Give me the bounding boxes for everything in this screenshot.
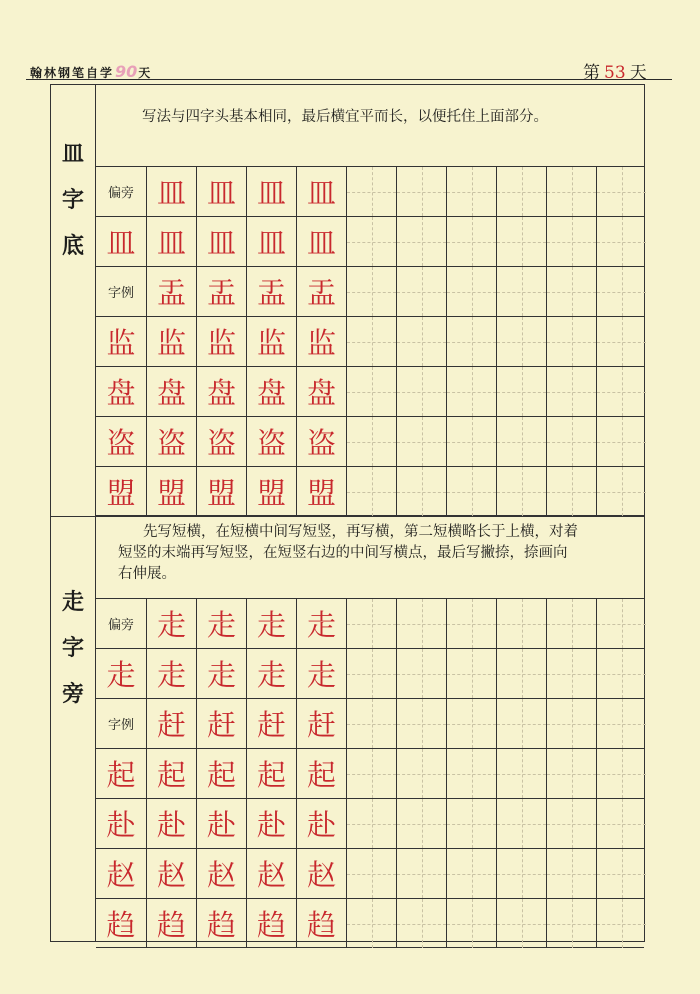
row-label-cell [96,167,146,216]
practice-row [96,216,644,266]
practice-cell [396,749,446,798]
practice-cell [446,267,496,316]
section-description [118,522,578,585]
model-character: 赵 [106,858,136,892]
practice-cell [446,167,496,216]
model-char-cell [246,267,296,316]
book-title-suffix: 天 [138,66,153,80]
practice-cell [346,799,396,848]
practice-cell [546,749,596,798]
model-character: 走 [156,658,186,692]
section-description [142,107,548,128]
model-char-cell [96,849,146,898]
practice-cell [346,167,396,216]
model-char-cell [296,317,346,366]
model-character: 赴 [106,808,136,842]
model-character: 皿 [256,176,286,210]
practice-cell [546,849,596,898]
model-character: 皿 [256,226,286,260]
model-char-cell [246,167,296,216]
practice-cell [446,417,496,466]
model-char-cell [146,699,196,748]
day-number: 53 [604,63,626,83]
model-character: 盟 [306,476,336,510]
model-character: 走 [256,658,286,692]
practice-cell [496,799,546,848]
practice-cell [596,217,646,266]
model-char-cell [196,367,246,416]
description-line: 右伸展。 [118,566,176,582]
practice-cell [546,467,596,516]
model-character: 盗 [256,426,286,460]
model-character: 监 [306,326,336,360]
model-char-cell [296,849,346,898]
practice-cell [596,599,646,648]
model-character: 监 [206,326,236,360]
practice-cell [396,649,446,698]
model-char-cell [296,167,346,216]
model-char-cell [246,849,296,898]
practice-cell [596,699,646,748]
practice-cell [496,599,546,648]
model-char-cell [196,799,246,848]
model-character: 盘 [156,376,186,410]
practice-row [96,266,644,316]
model-char-cell [96,317,146,366]
model-character: 赴 [306,808,336,842]
practice-cell [396,799,446,848]
model-character: 赶 [156,708,186,742]
book-days-number: 90 [115,62,138,81]
practice-cell [596,267,646,316]
model-character: 赶 [206,708,236,742]
practice-cell [396,167,446,216]
practice-cell [596,799,646,848]
model-character: 盟 [206,476,236,510]
model-char-cell [196,899,246,948]
model-character: 走 [306,658,336,692]
model-character: 皿 [156,176,186,210]
practice-cell [396,367,446,416]
model-char-cell [246,749,296,798]
model-char-cell [196,417,246,466]
row-label-cell [96,699,146,748]
model-char-cell [246,467,296,516]
model-character: 赵 [156,858,186,892]
model-char-cell [296,649,346,698]
model-character: 赴 [156,808,186,842]
practice-cell [546,167,596,216]
model-character: 起 [106,758,136,792]
model-character: 盘 [106,376,136,410]
model-char-cell [296,217,346,266]
model-char-cell [146,849,196,898]
model-char-cell [196,699,246,748]
practice-cell [346,267,396,316]
model-character: 盟 [256,476,286,510]
model-character: 趋 [256,908,286,942]
radical-label-zou [52,580,94,718]
practice-cell [596,417,646,466]
model-character: 盟 [156,476,186,510]
model-character: 赴 [256,808,286,842]
practice-cell [496,699,546,748]
model-character: 皿 [156,226,186,260]
practice-cell [596,649,646,698]
model-char-cell [96,799,146,848]
practice-cell [346,367,396,416]
row-label-cell [96,267,146,316]
model-char-cell [96,417,146,466]
practice-cell [346,599,396,648]
practice-cell [496,467,546,516]
practice-cell [346,317,396,366]
model-character: 盂 [256,276,286,310]
practice-cell [446,367,496,416]
model-character: 皿 [206,226,236,260]
practice-cell [596,367,646,416]
model-char-cell [146,417,196,466]
day-suffix: 天 [629,63,647,83]
model-character: 起 [306,758,336,792]
model-char-cell [296,599,346,648]
model-char-cell [246,417,296,466]
radical-label-char: 旁 [61,682,84,707]
model-char-cell [296,367,346,416]
model-char-cell [146,649,196,698]
radical-label-char: 走 [61,590,84,615]
model-character: 起 [156,758,186,792]
model-character: 赵 [256,858,286,892]
model-character: 走 [106,658,136,692]
practice-cell [346,899,396,948]
model-char-cell [296,267,346,316]
practice-cell [496,417,546,466]
practice-row [96,466,644,516]
model-character: 监 [256,326,286,360]
practice-row [96,798,644,848]
practice-row [96,316,644,366]
model-character: 皿 [306,226,336,260]
practice-cell [446,749,496,798]
row-label: 偏旁 [107,186,134,201]
model-char-cell [296,417,346,466]
practice-cell [346,467,396,516]
practice-row [96,848,644,898]
practice-cell [546,417,596,466]
radical-label-min [52,132,94,270]
model-character: 皿 [106,226,136,260]
practice-row [96,598,644,648]
practice-cell [596,899,646,948]
practice-cell [396,267,446,316]
practice-grid [96,598,644,948]
practice-cell [596,467,646,516]
model-character: 走 [306,608,336,642]
model-character: 趋 [156,908,186,942]
model-char-cell [146,749,196,798]
model-char-cell [196,267,246,316]
radical-label-char: 底 [61,234,84,259]
practice-cell [546,899,596,948]
model-character: 盗 [106,426,136,460]
model-char-cell [96,749,146,798]
model-char-cell [96,649,146,698]
section-divider [50,516,645,517]
model-char-cell [96,367,146,416]
model-character: 盂 [156,276,186,310]
model-character: 趋 [106,908,136,942]
practice-cell [596,849,646,898]
model-character: 起 [256,758,286,792]
practice-cell [396,417,446,466]
practice-row [96,166,644,216]
practice-cell [546,217,596,266]
model-char-cell [246,699,296,748]
model-character: 起 [206,758,236,792]
model-char-cell [196,849,246,898]
model-char-cell [296,799,346,848]
header-rule [26,79,672,80]
model-character: 盗 [306,426,336,460]
practice-cell [496,217,546,266]
model-character: 走 [156,608,186,642]
model-char-cell [296,899,346,948]
model-character: 赵 [306,858,336,892]
row-label: 字例 [107,718,134,733]
model-char-cell [96,467,146,516]
practice-cell [596,167,646,216]
practice-row [96,648,644,698]
model-char-cell [246,367,296,416]
model-char-cell [146,367,196,416]
practice-cell [446,467,496,516]
model-character: 盟 [106,476,136,510]
practice-cell [496,367,546,416]
model-char-cell [246,649,296,698]
practice-cell [496,649,546,698]
practice-cell [346,699,396,748]
book-title-text: 翰林钢笔自学 [30,66,115,80]
model-character: 走 [206,608,236,642]
model-char-cell [96,899,146,948]
model-char-cell [196,217,246,266]
model-char-cell [146,167,196,216]
practice-cell [346,649,396,698]
practice-cell [396,849,446,898]
practice-cell [496,899,546,948]
model-char-cell [146,267,196,316]
description-line: 先写短横，在短横中间写短竖，再写横，第二短横略长于上横，对着 [143,524,578,540]
model-char-cell [246,317,296,366]
model-char-cell [196,167,246,216]
model-character: 赵 [206,858,236,892]
model-char-cell [296,467,346,516]
row-label: 字例 [107,286,134,301]
radical-label-char: 字 [61,188,84,213]
model-character: 皿 [206,176,236,210]
model-character: 走 [256,608,286,642]
radical-label-char: 字 [61,636,84,661]
practice-cell [446,699,496,748]
model-character: 盗 [156,426,186,460]
description-line: 写法与四字头基本相同，最后横宜平而长，以便托住上面部分。 [142,109,548,125]
model-character: 监 [156,326,186,360]
model-character: 趋 [206,908,236,942]
practice-cell [546,649,596,698]
model-char-cell [296,749,346,798]
model-character: 盘 [256,376,286,410]
practice-cell [546,699,596,748]
practice-cell [546,317,596,366]
practice-cell [596,749,646,798]
practice-cell [396,217,446,266]
model-char-cell [246,217,296,266]
practice-cell [396,599,446,648]
model-character: 盂 [306,276,336,310]
model-char-cell [246,899,296,948]
description-line: 短竖的末端再写短竖，在短竖右边的中间写横点，最后写撇捺，捺画向 [118,545,568,561]
model-character: 盘 [206,376,236,410]
practice-cell [596,317,646,366]
model-character: 盂 [206,276,236,310]
model-char-cell [196,649,246,698]
model-character: 赶 [306,708,336,742]
model-char-cell [146,467,196,516]
practice-cell [446,599,496,648]
model-character: 趋 [306,908,336,942]
model-char-cell [296,699,346,748]
model-char-cell [146,799,196,848]
practice-cell [396,899,446,948]
practice-cell [446,799,496,848]
practice-cell [396,317,446,366]
model-char-cell [196,599,246,648]
model-char-cell [146,317,196,366]
practice-cell [496,849,546,898]
model-char-cell [246,599,296,648]
practice-row [96,416,644,466]
model-character: 监 [106,326,136,360]
model-char-cell [146,899,196,948]
practice-row [96,698,644,748]
model-character: 皿 [306,176,336,210]
model-character: 赴 [206,808,236,842]
practice-cell [546,599,596,648]
practice-row [96,366,644,416]
row-label-cell [96,599,146,648]
model-char-cell [196,467,246,516]
practice-cell [396,699,446,748]
model-character: 盗 [206,426,236,460]
practice-cell [396,467,446,516]
model-char-cell [146,599,196,648]
practice-cell [446,217,496,266]
row-label: 偏旁 [107,618,134,633]
model-char-cell [196,749,246,798]
model-character: 走 [206,658,236,692]
practice-row [96,748,644,798]
practice-cell [546,267,596,316]
practice-cell [496,317,546,366]
practice-cell [546,367,596,416]
practice-cell [496,749,546,798]
practice-cell [446,317,496,366]
practice-cell [446,849,496,898]
model-char-cell [196,317,246,366]
practice-cell [496,167,546,216]
practice-grid [96,166,644,516]
practice-cell [346,849,396,898]
model-character: 赶 [256,708,286,742]
practice-cell [446,899,496,948]
radical-label-char: 皿 [61,142,84,167]
practice-cell [546,799,596,848]
practice-cell [346,749,396,798]
day-prefix: 第 [583,63,600,83]
model-char-cell [96,217,146,266]
practice-cell [346,417,396,466]
practice-cell [496,267,546,316]
model-char-cell [246,799,296,848]
practice-cell [446,649,496,698]
model-char-cell [146,217,196,266]
practice-cell [346,217,396,266]
model-character: 盘 [306,376,336,410]
practice-row [96,898,644,948]
